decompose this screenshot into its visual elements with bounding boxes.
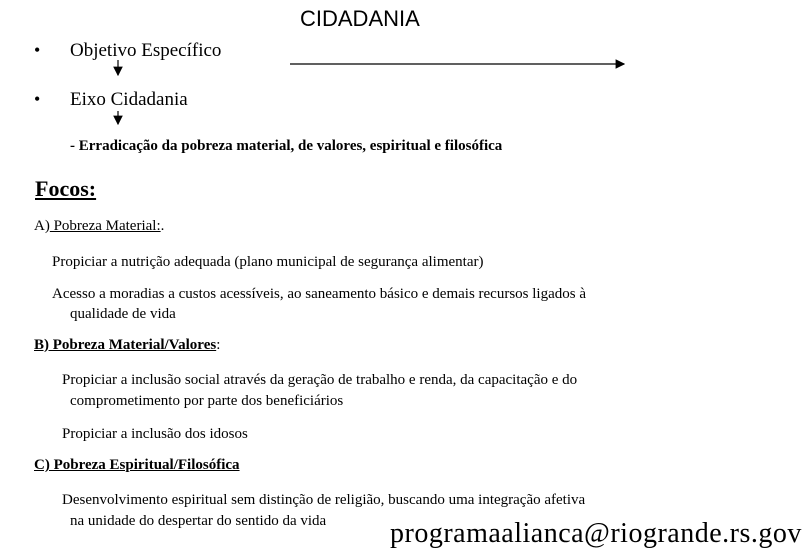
- section-b-item: Propiciar a inclusão social através da geração de trabalho e renda, da capacitação e do: [62, 372, 578, 388]
- eixo-cidadania-label: Eixo Cidadania: [70, 89, 188, 110]
- section-a-prefix: A): [34, 218, 50, 234]
- bullet-marker: •: [34, 40, 41, 60]
- bullet-marker: •: [34, 89, 41, 109]
- section-b-title: B) Pobreza Material/Valores: [34, 337, 217, 353]
- focos-heading: Focos:: [35, 176, 97, 201]
- section-a-heading: [34, 218, 164, 235]
- page-title: CIDADANIA: [300, 6, 420, 31]
- section-b-suffix: :: [216, 337, 221, 353]
- section-c-item-continued: na unidade do despertar do sentido da vida: [70, 513, 327, 529]
- section-a-suffix: .: [160, 218, 165, 234]
- section-c-heading: [34, 457, 240, 474]
- section-c-item: Desenvolvimento espiritual sem distinção de religião, buscando uma integração afetiva: [62, 492, 586, 508]
- section-a-item-continued: qualidade de vida: [70, 306, 176, 322]
- section-b-item: Propiciar a inclusão dos idosos: [62, 426, 248, 442]
- section-b-heading: [34, 337, 220, 354]
- section-a-item: Acesso a moradias a custos acessíveis, ao saneamento básico e demais recursos ligados à: [52, 286, 586, 302]
- section-a-item: Propiciar a nutrição adequada (plano municipal de segurança alimentar): [52, 254, 484, 270]
- objetivo-especifico-label: Objetivo Específico: [70, 40, 222, 61]
- footer-email: programaalianca@riogrande.rs.gov: [390, 518, 802, 549]
- section-b-item-continued: comprometimento por parte dos beneficiários: [70, 393, 344, 409]
- section-c-title: C) Pobreza Espiritual/Filosófica: [34, 457, 240, 473]
- eixo-description: - Erradicação da pobreza material, de valores, espiritual e filosófica: [70, 138, 503, 154]
- section-a-title: Pobreza Material:: [49, 218, 161, 234]
